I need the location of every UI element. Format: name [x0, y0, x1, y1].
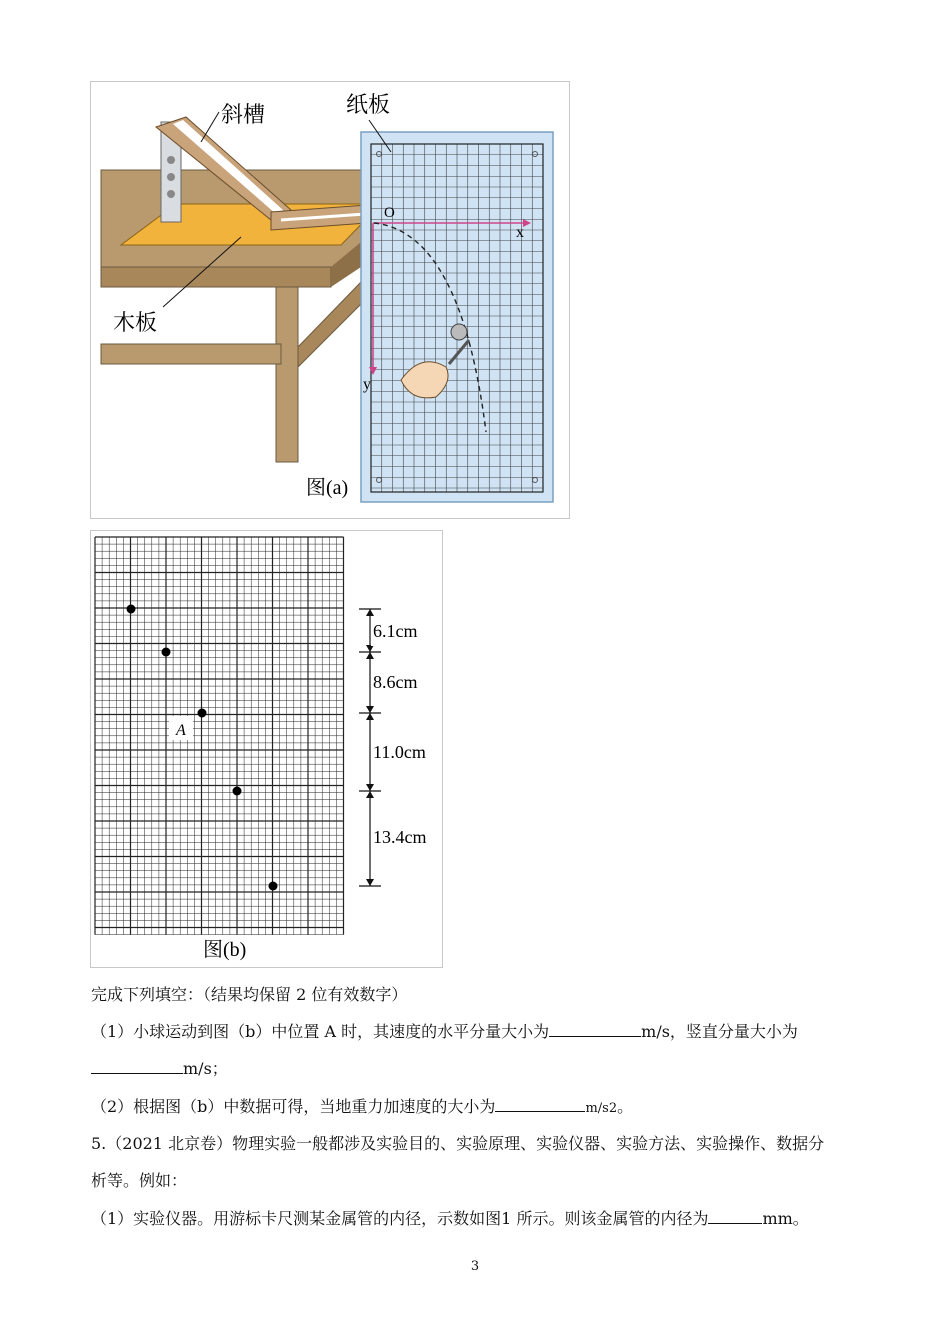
interval-label: 6.1cm: [373, 621, 418, 641]
trajectory-point: [233, 787, 242, 796]
figure-b: [90, 530, 443, 968]
trajectory-point: [127, 605, 136, 614]
origin-label: O: [384, 205, 395, 221]
interval-label: 11.0cm: [373, 742, 426, 762]
question-5-sub-1-unit: mm。: [762, 1209, 809, 1228]
question-5-line-2: 析等。例如：: [91, 1171, 188, 1190]
label-board: 纸板: [346, 92, 391, 117]
question-2-unit: m/s: [585, 1101, 609, 1116]
figure-b-caption: 图(b): [203, 939, 247, 961]
trajectory-point-a: [198, 709, 207, 718]
answer-blank-gravity[interactable]: [495, 1094, 585, 1112]
question-2-prefix: （2）根据图（b）中数据可得，当地重力加速度的大小为: [91, 1097, 496, 1116]
trajectory-point: [162, 648, 171, 657]
question-5-sub-1: [91, 1206, 809, 1229]
answer-blank-horizontal-velocity[interactable]: [549, 1019, 641, 1037]
question-5-sub-1-prefix: （1）实验仪器。用游标卡尺测某金属管的内径，示数如图1 所示。则该金属管的内径为: [91, 1209, 709, 1228]
question-1-prefix: （1）小球运动到图（b）中位置 A 时，其速度的水平分量大小为: [91, 1022, 550, 1041]
interval-label: 13.4cm: [373, 827, 427, 847]
trajectory-point: [269, 882, 278, 891]
y-axis-label: y: [363, 376, 371, 393]
answer-blank-inner-diameter[interactable]: [708, 1206, 762, 1224]
question-1-unit-1: m/s，竖直分量大小为: [641, 1022, 798, 1041]
question-2-end: 。: [617, 1097, 634, 1116]
figure-a-caption: 图(a): [306, 477, 349, 499]
label-wood: 木板: [113, 310, 158, 335]
figure-a-drawing: [91, 82, 569, 518]
page-number: 3: [470, 1259, 480, 1274]
ball: [451, 324, 467, 340]
instruction-text: 完成下列填空：（结果均保留 2 位有效数字）: [91, 985, 408, 1004]
answer-blank-vertical-velocity[interactable]: [91, 1056, 183, 1074]
question-1-line-2: [91, 1056, 228, 1079]
question-1-line-1: [91, 1019, 798, 1042]
point-a-label: A: [176, 722, 186, 739]
figure-b-drawing: [91, 531, 442, 967]
question-5-line-1: 5.（2021 北京卷）物理实验一般都涉及实验目的、实验原理、实验仪器、实验方法、实验操作、数据分: [91, 1134, 825, 1153]
interval-label: 8.6cm: [373, 672, 418, 692]
question-1-unit-2: m/s；: [183, 1059, 228, 1078]
question-2-exponent: 2: [608, 1101, 618, 1116]
x-axis-label: x: [516, 224, 524, 241]
question-2-line: [91, 1094, 633, 1117]
table-leg: [276, 287, 298, 462]
label-trough: 斜槽: [221, 102, 266, 127]
figure-a: [90, 81, 570, 519]
